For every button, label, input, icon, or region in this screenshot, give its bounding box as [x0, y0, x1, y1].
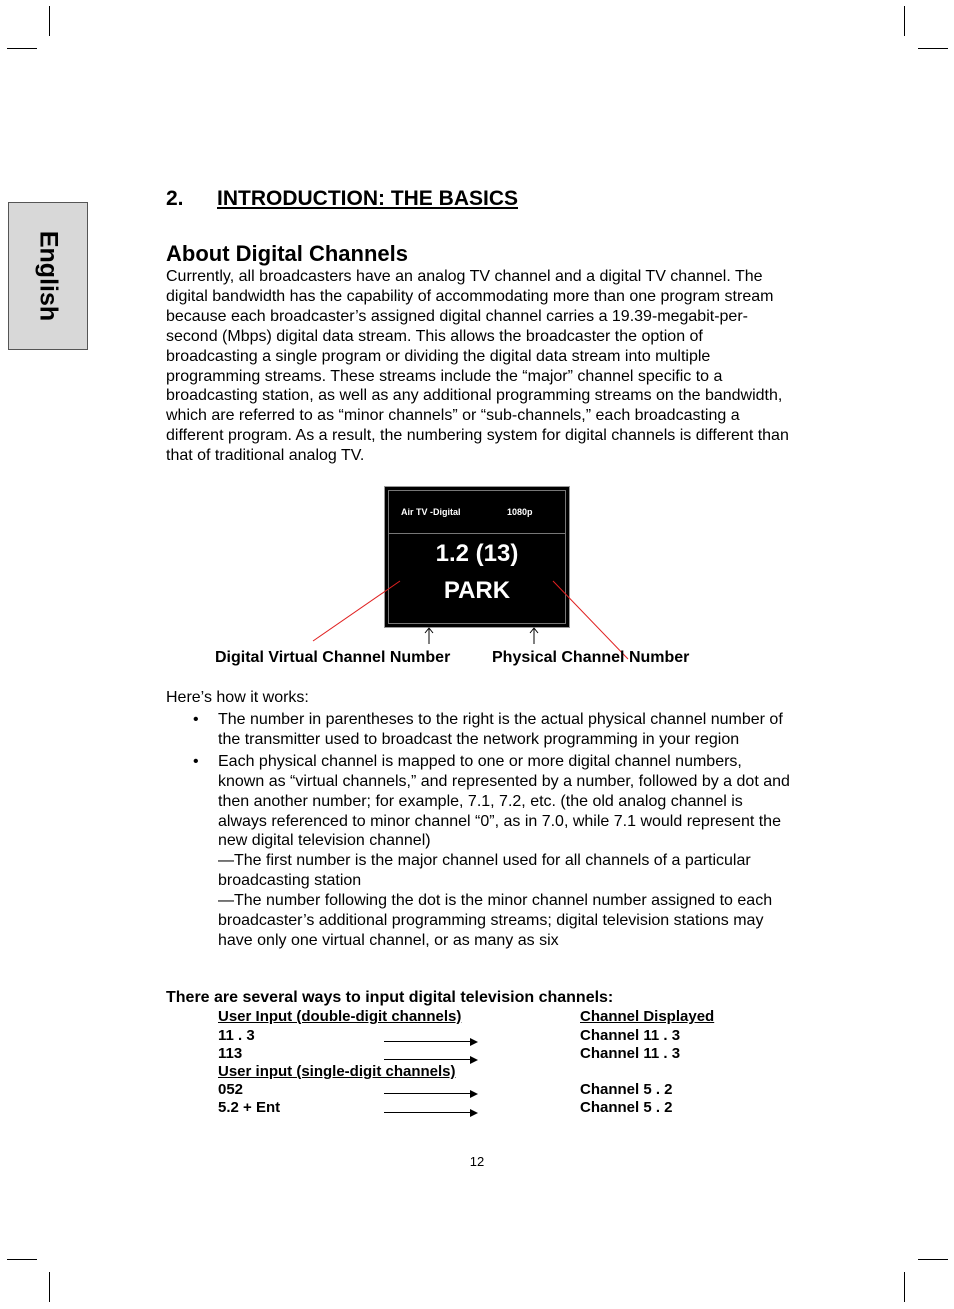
bullet-icon: •: [193, 752, 199, 770]
bullet-list: [166, 710, 790, 953]
table-cell-displayed: Channel 11 . 3: [580, 1045, 681, 1062]
tv-channel-number: 1.2 (13): [435, 540, 519, 567]
language-tab-label: English: [34, 230, 63, 322]
table-cell-input: 052: [218, 1081, 244, 1098]
page-number: 12: [469, 1154, 485, 1169]
table-cell-input: 11 . 3: [218, 1027, 255, 1044]
subheading: About Digital Channels: [166, 241, 408, 266]
list-item: [166, 752, 790, 951]
section-number: 2.: [166, 187, 184, 210]
table-cell-input: 5.2 + Ent: [218, 1099, 281, 1116]
table-cell-displayed: Channel 5 . 2: [580, 1099, 673, 1116]
section-title: INTRODUCTION: THE BASICS: [217, 187, 518, 210]
tv-resolution-label: 1080p: [507, 507, 533, 517]
virtual-callout-line: [313, 581, 400, 641]
physical-callout-line: [553, 581, 628, 659]
table-header-displayed: Channel Displayed: [580, 1008, 715, 1025]
right-arrow-icon: [384, 1109, 478, 1117]
up-arrow-icon: [530, 628, 538, 644]
list-item: [166, 710, 790, 750]
table-header-double: User Input (double-digit channels): [218, 1008, 462, 1025]
input-intro: There are several ways to input digital television channels:: [166, 989, 614, 1006]
right-arrow-icon: [384, 1038, 478, 1046]
bullet-icon: •: [193, 711, 199, 728]
virtual-channel-label: Digital Virtual Channel Number: [215, 649, 451, 666]
bullet-text: Each physical channel is mapped to one or more digital channel numbers, known as “virtual channels,” and represented by a number, followed by a dot and then another number; for example, 7.1, 7.2, etc. (the old analog channel is always referenced to minor channel “0”, as in 7.0, while 7.1 would represent the new digital television channel): [218, 752, 790, 850]
table-cell-input: 113: [218, 1045, 243, 1062]
physical-channel-label: Physical Channel Number: [492, 649, 690, 666]
table-cell-displayed: Channel 11 . 3: [580, 1027, 681, 1044]
intro-paragraph: Currently, all broadcasters have an analog TV channel and a digital TV channel. The digital bandwidth has the capability of accommodating more than one program stream because each broadcaster’s assigned digital channel carries a 19.39-megabit-per-second (Mbps) digital data stream. This allows the broadcaster the option of broadcasting a single program or dividing the digital data stream into multiple programming streams. These streams include the “major” channel specific to a broadcasting station, as well as any additional programming streams on the bandwidth, which are referred to as “minor channels” or “sub-channels,” each broadcasting a different program. As a result, the numbering system for digital channels is different than that of traditional analog TV.: [166, 268, 789, 465]
tv-channel-name: PARK: [443, 577, 511, 604]
bullet-subtext: —The number following the dot is the minor channel number assigned to each broadcaster’s additional programming streams; digital television stations may have only one virtual channel, or as many as six: [218, 892, 773, 949]
how-it-works-heading: Here’s how it works:: [166, 689, 309, 706]
right-arrow-icon: [384, 1090, 478, 1098]
bullet-subtext: —The first number is the major channel used for all channels of a particular broadcasting station: [218, 852, 751, 890]
bullet-text: The number in parentheses to the right is the actual physical channel number of the transmitter used to broadcast the network programming in your region: [218, 711, 783, 748]
table-header-single: User input (single-digit channels): [218, 1063, 456, 1080]
up-arrow-icon: [425, 628, 433, 644]
table-cell-displayed: Channel 5 . 2: [580, 1081, 673, 1098]
tv-source-label: Air TV -Digital: [401, 507, 461, 517]
